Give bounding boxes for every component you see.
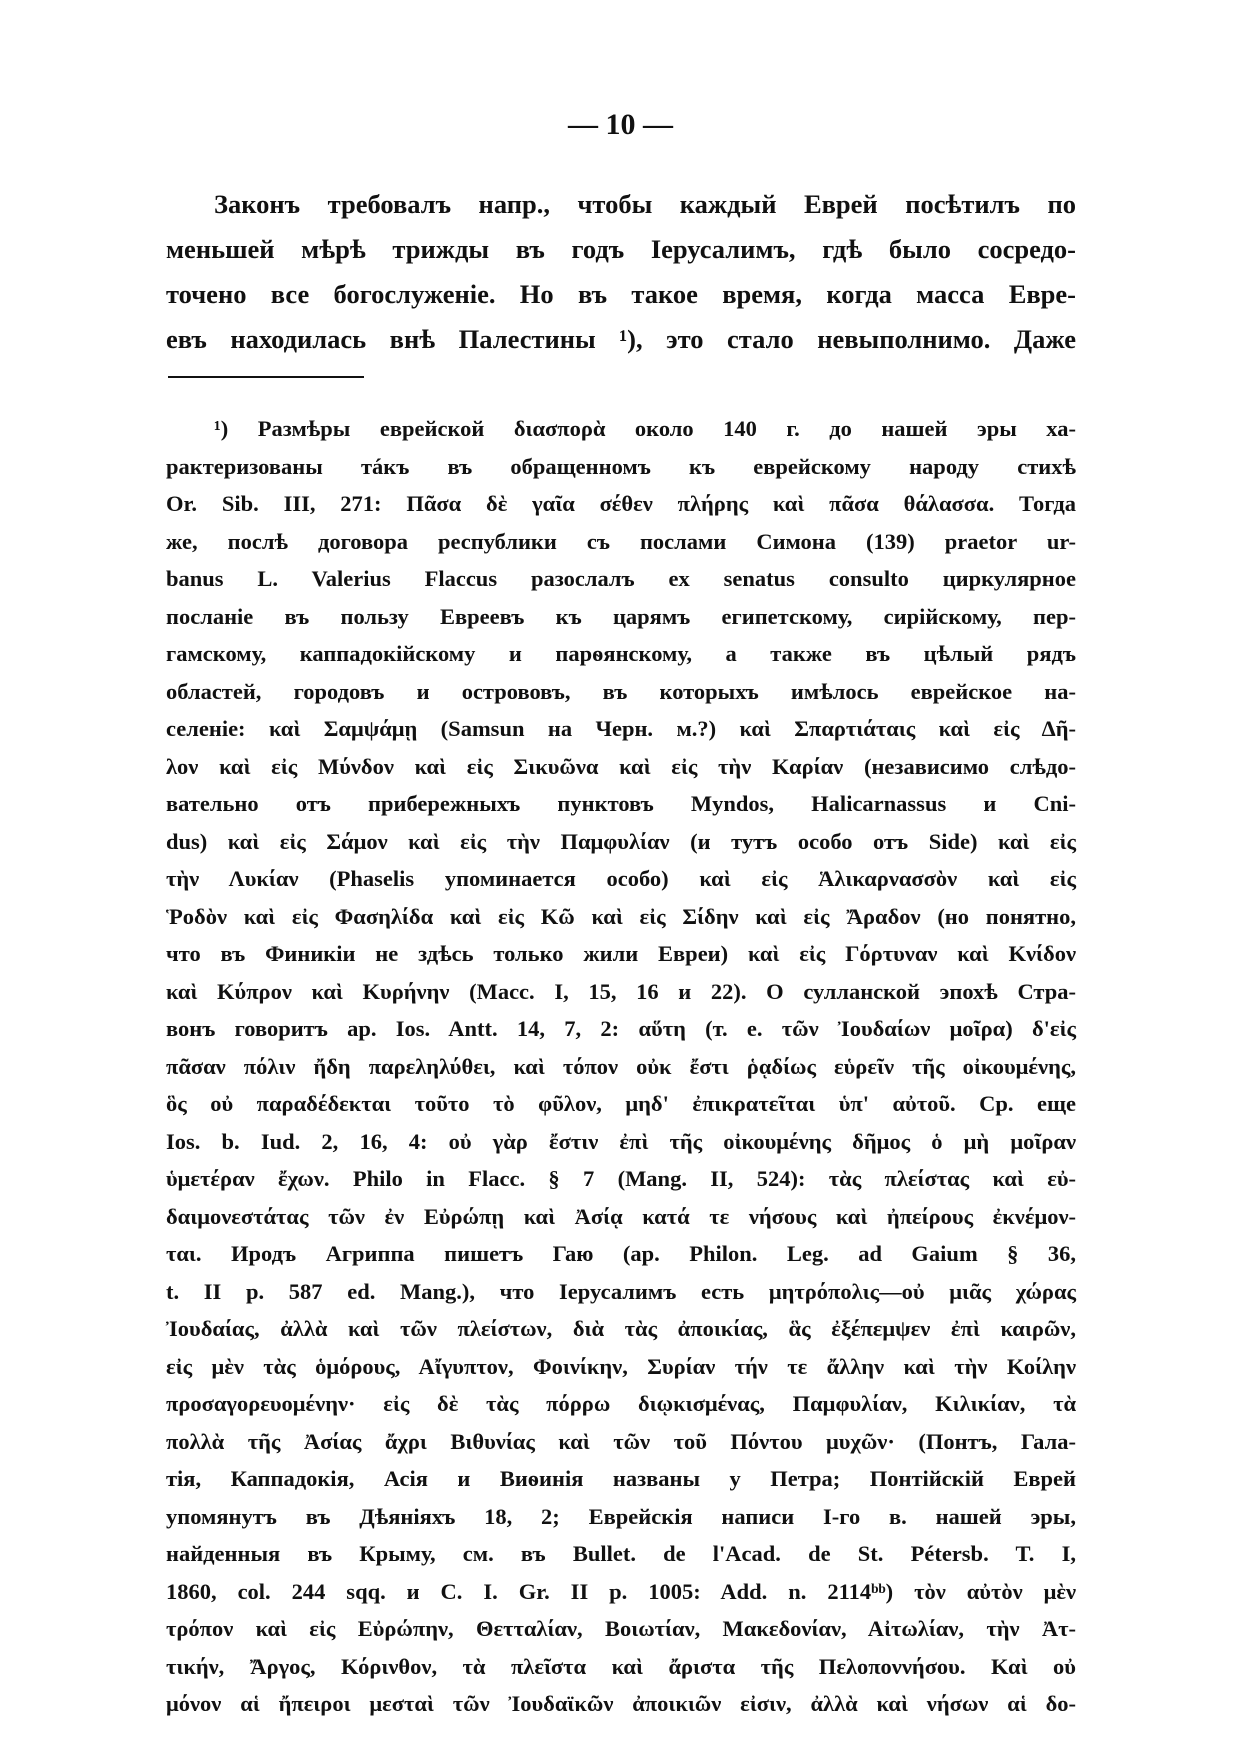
main-text-line: евъ находилась внѣ Палестины ¹), это стало невыполнимо. Даже	[166, 324, 1076, 354]
footnote-line: областей, городовъ и острововъ, въ которыхъ имѣлось еврейское на-	[166, 678, 1076, 704]
main-text-line: меньшей мѣрѣ трижды въ годъ Іерусалимъ, гдѣ было сосредо-	[166, 234, 1076, 264]
footnote-line: καὶ Κύπρον καὶ Κυρήνην (Macc. I, 15, 16 и 22). О сулланской эпохѣ Стра-	[166, 978, 1076, 1004]
footnote-line: ¹) Размѣры еврейской διασπορὰ около 140 г. до нашей эры ха-	[214, 416, 1076, 441]
footnote-line: посланіе въ пользу Евреевъ къ царямъ египетскому, сирійскому, пер-	[166, 603, 1076, 629]
main-text-line: Законъ требовалъ напр., чтобы каждый Еврей посѣтилъ по	[214, 189, 1076, 219]
footnote-line: πᾶσαν πόλιν ἤδη παρεληλύθει, καὶ τόπον οὐκ ἔστι ῥᾳδίως εὑρεῖν τῆς οἰκουμένης,	[166, 1053, 1076, 1079]
footnote-line: Ios. b. Iud. 2, 16, 4: οὐ γὰρ ἔστιν ἐπὶ τῆς οἰκουμένης δῆμος ὁ μὴ μοῖραν	[166, 1128, 1076, 1154]
footnote-line: t. II p. 587 ed. Mang.), что Іерусалимъ есть μητρόπολις—οὐ μιᾶς χώρας	[166, 1278, 1076, 1304]
footnote-line: что въ Финикіи не здѣсь только жили Евреи) καὶ εἰς Γόρτυναν καὶ Κνίδον	[166, 941, 1076, 966]
footnote-line: ται. Иродъ Агриппа пишетъ Гаю (ap. Philon. Leg. ad Gaium § 36,	[166, 1241, 1076, 1266]
footnote-separator	[168, 376, 364, 378]
footnote-line: banus L. Valerius Flaccus разослалъ ex senatus consulto циркулярное	[166, 566, 1076, 591]
footnote-line: ὃς οὐ παραδέδεκται τοῦτο τὸ φῦλον, μηδ' ἐπικρατεῖται ὑπ' αὐτοῦ. Ср. еще	[166, 1091, 1076, 1116]
footnote-line: селеніе: καὶ Σαμψάμῃ (Samsun на Черн. м.?) καὶ Σπαρτιάταις καὶ εἰς Δῆ-	[166, 716, 1076, 741]
footnote-line: λον καὶ εἰς Μύνδον καὶ εἰς Σικυῶνα καὶ εἰς τὴν Καρίαν (независимо слѣдо-	[166, 753, 1076, 779]
footnote-line: προσαγορευομένην· εἰς δὲ τὰς πόρρω διῳκισμένας, Παμφυλίαν, Κιλικίαν, τὰ	[166, 1391, 1076, 1416]
footnote-line: μόνον αἱ ἤπειροι μεσταὶ τῶν Ἰουδαϊκῶν ἀποικιῶν εἰσιν, ἀλλὰ καὶ νήσων αἱ δο-	[166, 1691, 1076, 1716]
footnote-line: найденныя въ Крыму, см. въ Bullet. de l'Acad. de St. Pétersb. T. I,	[166, 1541, 1076, 1566]
footnote	[166, 410, 1076, 1723]
footnote-line: упомянутъ въ Дѣяніяхъ 18, 2; Еврейскія написи І-го в. нашей эры,	[166, 1503, 1076, 1529]
footnote-line: Ῥοδὸν καὶ εἰς Φασηλίδα καὶ εἰς Κῶ καὶ εἰς Σίδην καὶ εἰς Ἄραδον (но понятно,	[166, 903, 1076, 929]
footnote-line: вательно отъ прибережныхъ пунктовъ Myndos, Halicarnassus и Cni-	[166, 791, 1076, 816]
main-text	[166, 182, 1076, 362]
footnote-line: τὴν Λυκίαν (Phaselis упоминается особо) καὶ εἰς Ἁλικαρνασσὸν καὶ εἰς	[166, 866, 1076, 891]
footnote-line: τικήν, Ἄργος, Κόρινθον, τὰ πλεῖστα καὶ ἄριστα τῆς Πελοποννήσου. Καὶ οὐ	[166, 1653, 1076, 1679]
footnote-line: ὑμετέραν ἔχων. Philo in Flacc. § 7 (Mang. II, 524): τὰς πλείστας καὶ εὐ-	[166, 1166, 1076, 1191]
footnote-line: 1860, col. 244 sqq. и C. I. Gr. II p. 1005: Add. n. 2114ᵇᵇ) τὸν αὐτὸν μὲν	[166, 1578, 1076, 1604]
footnote-line: εἰς μὲν τὰς ὁμόρους, Αἴγυπτον, Φοινίκην, Συρίαν τήν τε ἄλλην καὶ τὴν Κοίλην	[166, 1353, 1076, 1379]
footnote-line: dus) καὶ εἰς Σάμον καὶ εἰς τὴν Παμφυλίαν (и тутъ особо отъ Side) καὶ εἰς	[166, 828, 1076, 854]
main-text-line: точено все богослуженіе. Но въ такое время, когда масса Евре-	[166, 279, 1076, 309]
footnote-line: вонъ говоритъ ap. Ios. Antt. 14, 7, 2: αὕτη (т. е. τῶν Ἰουδαίων μοῖρα) δ'εἰς	[166, 1016, 1076, 1041]
footnote-line: тія, Каппадокія, Асія и Виѳинія названы у Петра; Понтійскій Еврей	[166, 1466, 1076, 1491]
footnote-line: Ἰουδαίας, ἀλλὰ καὶ τῶν πλείστων, διὰ τὰς ἀποικίας, ἃς ἐξέπεμψεν ἐπὶ καιρῶν,	[166, 1316, 1076, 1341]
footnote-line: же, послѣ договора республики съ послами Симона (139) praetor ur-	[166, 528, 1076, 554]
footnote-line: δαιμονεστάτας τῶν ἐν Εὐρώπῃ καὶ Ἀσίᾳ κατά τε νήσους καὶ ἠπείρους ἐκνέμον-	[166, 1203, 1076, 1229]
footnote-line: гамскому, каппадокійскому и парѳянскому, а также въ цѣлый рядъ	[166, 641, 1076, 666]
footnote-line: Or. Sib. III, 271: Πᾶσα δὲ γαῖα σέθεν πλήρης καὶ πᾶσα θάλασσα. Тогда	[166, 491, 1076, 516]
footnote-line: πολλὰ τῆς Ἀσίας ἄχρι Βιθυνίας καὶ τῶν τοῦ Πόντου μυχῶν· (Понтъ, Гала-	[166, 1428, 1076, 1454]
footnote-line: τρόπον καὶ εἰς Εὐρώπην, Θετταλίαν, Βοιωτίαν, Μακεδονίαν, Αἰτωλίαν, τὴν Ἀτ-	[166, 1616, 1076, 1641]
footnote-line: рактеризованы тáкъ въ обращенномъ къ еврейскому народу стихѣ	[166, 453, 1076, 479]
page-number: — 10 —	[568, 108, 673, 141]
